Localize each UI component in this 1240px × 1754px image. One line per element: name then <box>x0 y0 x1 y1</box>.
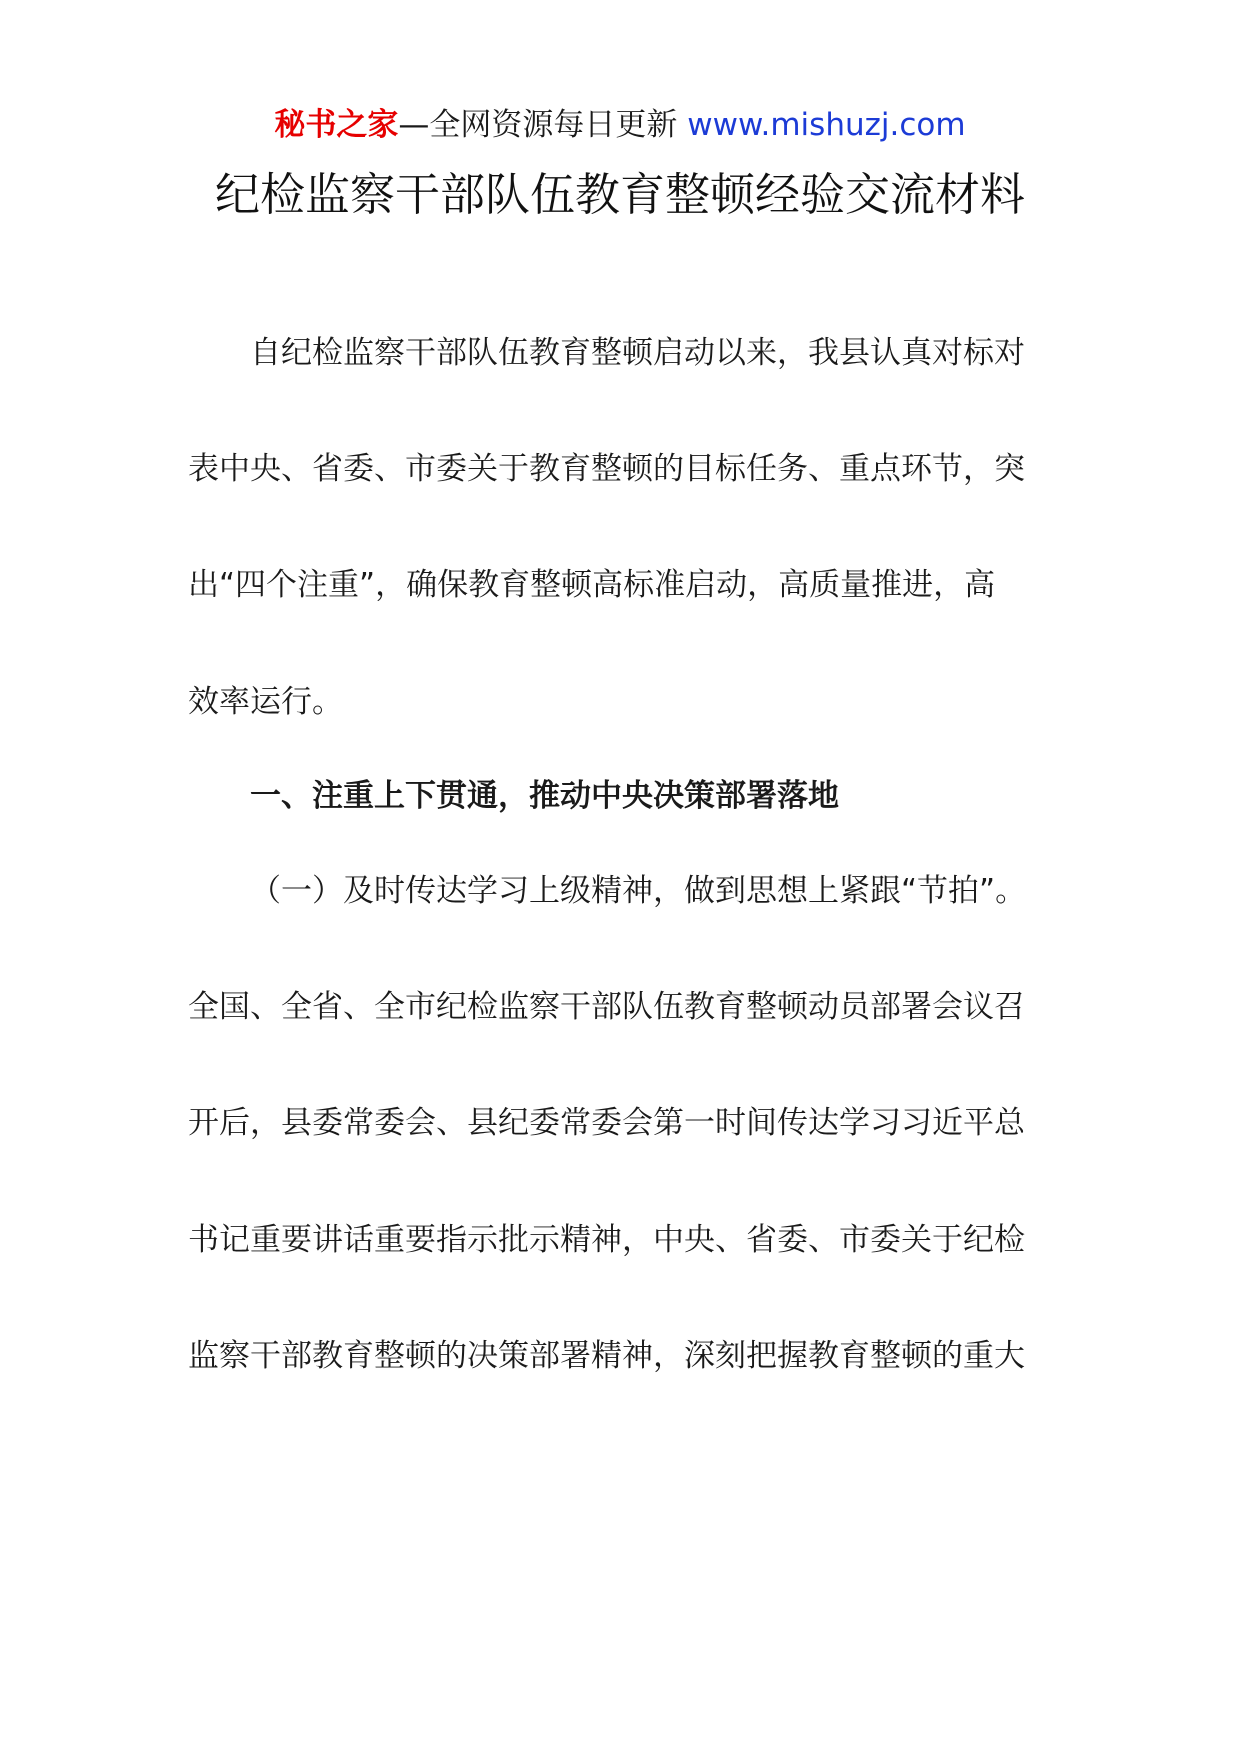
paragraph-line: 书记重要讲话重要指示批示精神，中央、省委、市委关于纪检 <box>188 1222 1025 1258</box>
site-slogan: —全网资源每日更新 <box>398 107 688 143</box>
site-url-link[interactable]: www.mishuzj.com <box>687 107 966 143</box>
paragraph-line: 效率运行。 <box>188 684 343 720</box>
brand-name: 秘书之家 <box>274 107 399 143</box>
paragraph-line: 自纪检监察干部队伍教育整顿启动以来，我县认真对标对 <box>250 335 1025 371</box>
section-heading: 一、注重上下贯通，推动中央决策部署落地 <box>250 778 839 814</box>
site-header <box>0 100 1240 150</box>
paragraph-line: 开后，县委常委会、县纪委常委会第一时间传达学习习近平总 <box>188 1105 1025 1141</box>
paragraph-line: 出“四个注重”，确保教育整顿高标准启动，高质量推进，高 <box>188 567 996 603</box>
paragraph-line: （一）及时传达学习上级精神，做到思想上紧跟“节拍”。 <box>250 873 1027 909</box>
document-title: 纪检监察干部队伍教育整顿经验交流材料 <box>214 168 1025 221</box>
paragraph-line: 全国、全省、全市纪检监察干部队伍教育整顿动员部署会议召 <box>188 989 1025 1025</box>
paragraph-line: 表中央、省委、市委关于教育整顿的目标任务、重点环节，突 <box>188 451 1025 487</box>
paragraph-line: 监察干部教育整顿的决策部署精神，深刻把握教育整顿的重大 <box>188 1338 1025 1374</box>
